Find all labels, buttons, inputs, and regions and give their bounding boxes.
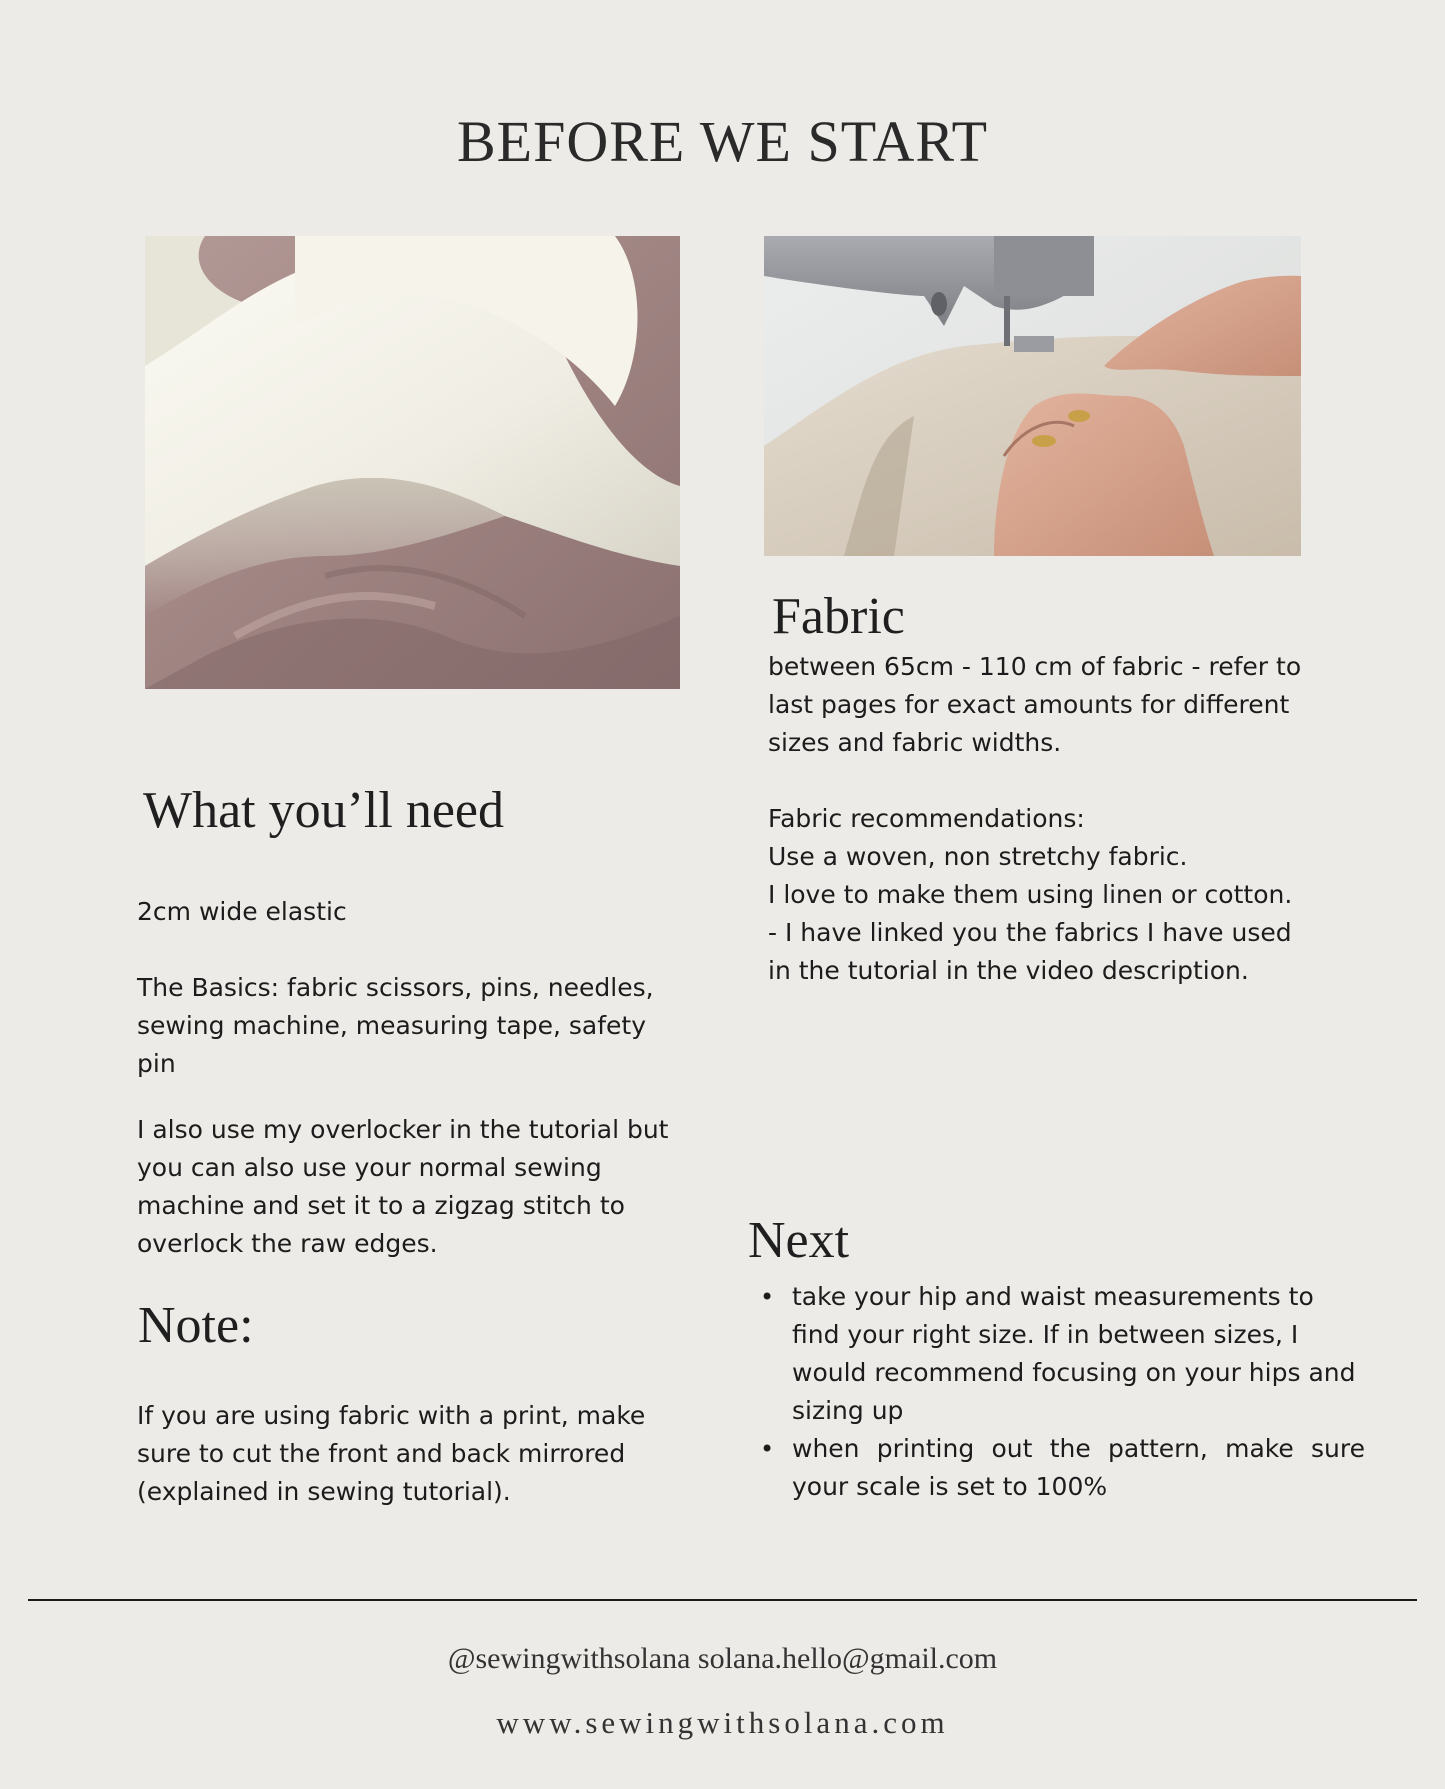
list-item <box>757 1430 1365 1506</box>
fabric-line: Fabric recommendations: <box>768 804 1085 833</box>
fabric-line: between 65cm - 110 cm of fabric - refer to <box>768 652 1302 681</box>
fabric-line: - I have linked you the fabrics I have used <box>768 918 1292 947</box>
list-item <box>757 1278 1365 1430</box>
what-youll-need-heading: What you’ll need <box>143 782 504 839</box>
fabric-heading: Fabric <box>772 588 905 645</box>
fabric-photo <box>145 236 680 689</box>
fabric-line: in the tutorial in the video description. <box>768 956 1249 985</box>
next-steps-list <box>757 1278 1365 1506</box>
overlocker-note: I also use my overlocker in the tutorial but you can also use your normal sewing machine and set it to a zigzag stitch to overlock the raw edges. <box>137 1115 669 1258</box>
bullet-icon: • <box>760 1283 775 1311</box>
fabric-line: last pages for exact amounts for different <box>768 690 1290 719</box>
fabric-description <box>768 648 1328 990</box>
list-item-text: when printing out the pattern, make sure your scale is set to 100% <box>792 1434 1365 1501</box>
page-title: BEFORE WE START <box>456 109 989 174</box>
list-item-text: take your hip and waist measurements to find your right size. If in between sizes, I would recommend focusing on your hips and sizing up <box>792 1282 1356 1425</box>
fabric-line: I love to make them using linen or cotton. <box>768 880 1293 909</box>
supply-item: 2cm wide elastic <box>137 897 347 926</box>
supplies-list <box>137 893 677 1121</box>
next-heading: Next <box>748 1212 850 1269</box>
fabric-line: Use a woven, non stretchy fabric. <box>768 842 1188 871</box>
fabric-spacer <box>768 762 1328 800</box>
footer-contact: @sewingwithsolana solana.hello@gmail.com <box>447 1642 998 1675</box>
fabric-line: sizes and fabric widths. <box>768 728 1062 757</box>
supply-item: The Basics: fabric scissors, pins, needles, sewing machine, measuring tape, safety pin <box>137 973 654 1078</box>
sewing-machine-photo <box>764 236 1301 556</box>
footer-website-link[interactable]: www.sewingwithsolana.com <box>496 1705 949 1740</box>
footer-divider <box>28 1599 1417 1601</box>
note-heading: Note: <box>138 1297 254 1354</box>
note-text: If you are using fabric with a print, make sure to cut the front and back mirrored (explained in sewing tutorial). <box>137 1401 646 1506</box>
bullet-icon: • <box>760 1435 775 1463</box>
